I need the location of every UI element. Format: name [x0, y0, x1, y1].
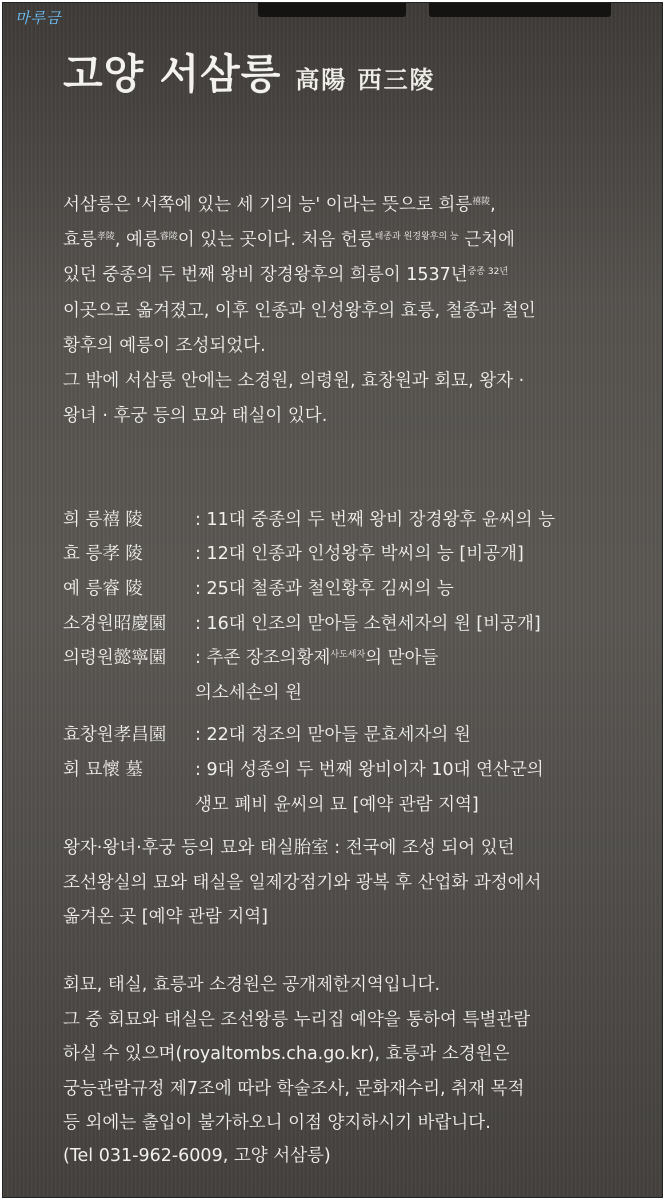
notice-line: 등 외에는 출입이 불가하오니 이점 양지하시기 바랍니다. [63, 1113, 491, 1133]
title-hanja: 高陽 西三陵 [295, 66, 436, 94]
taesil-line: 옮겨온 곳 [예약 관람 지역] [63, 907, 268, 927]
mount-notch-left [258, 3, 406, 17]
title-korean: 고양 서삼릉 [63, 50, 282, 98]
intro-line: 이곳으로 옮겨졌고, 이후 인종과 인성왕후의 효릉, 철종과 철인 [63, 301, 536, 321]
sign-title [63, 41, 436, 100]
intro-line: 효릉$^{孝陵}$, 예릉$^{睿陵}$이 있는 곳이다. 처음 헌릉$^{태종과 원경왕후의 능}$ 근처에 [63, 230, 515, 250]
taesil-line: 조선왕실의 묘와 태실을 일제강점기와 광복 후 산업화 과정에서 [63, 873, 542, 893]
taesil-line: 왕자·왕녀·후궁 등의 묘와 태실胎室 : 전국에 조성 되어 있던 [63, 838, 515, 858]
notice-line: 회묘, 태실, 효릉과 소경원은 공개제한지역입니다. [63, 975, 441, 995]
intro-line: 황후의 예릉이 조성되었다. [63, 336, 266, 356]
tomb-entry: 의령원懿寧園 : 추존 장조의황제$^{사도세자}$의 맏아들 [63, 648, 439, 668]
notice-line: 궁능관람규정 제7조에 따라 학술조사, 문화재수리, 취재 목적 [63, 1079, 525, 1099]
tomb-entry: 소경원昭慶園 : 16대 인조의 맏아들 소현세자의 원 [비공개] [63, 614, 541, 634]
intro-line: 왕녀 · 후궁 등의 묘와 태실이 있다. [63, 406, 328, 426]
intro-line: 그 밖에 서삼릉 안에는 소경원, 의령원, 효창원과 회묘, 왕자 · [63, 371, 525, 391]
notice-line: 그 중 회묘와 태실은 조선왕릉 누리집 예약을 통하여 특별관람 [63, 1010, 531, 1030]
contact-line: (Tel 031-962-6009, 고양 서삼릉) [63, 1146, 331, 1166]
sign-board [2, 2, 663, 1198]
tomb-entry: 효창원孝昌園 : 22대 정조의 맏아들 문효세자의 원 [63, 725, 471, 745]
tomb-entry: 예 릉睿 陵 : 25대 철종과 철인황후 김씨의 능 [63, 579, 454, 599]
tomb-entry: 효 릉孝 陵 : 12대 인종과 인성왕후 박씨의 능 [비공개] [63, 544, 524, 564]
notice-line: 하실 수 있으며(royaltombs.cha.go.kr), 효릉과 소경원은 [63, 1044, 510, 1064]
tomb-entry: 희 릉禧 陵 : 11대 중종의 두 번째 왕비 장경왕후 윤씨의 능 [63, 510, 556, 530]
watermark: 마루금 [15, 9, 62, 27]
tomb-entry-continuation: 의소세손의 원 [195, 683, 302, 703]
intro-line: 있던 중종의 두 번째 왕비 장경왕후의 희릉이 1537년$^{중종 32년}$ [63, 265, 509, 285]
tomb-entry-continuation: 생모 폐비 윤씨의 묘 [예약 관람 지역] [195, 795, 479, 815]
tomb-entry: 회 묘懷 墓 : 9대 성종의 두 번째 왕비이자 10대 연산군의 [63, 760, 544, 780]
intro-line: 서삼릉은 '서쪽에 있는 세 기의 능' 이라는 뜻으로 희릉$^{禧陵}$, [63, 195, 496, 215]
mount-notch-right [429, 3, 611, 17]
